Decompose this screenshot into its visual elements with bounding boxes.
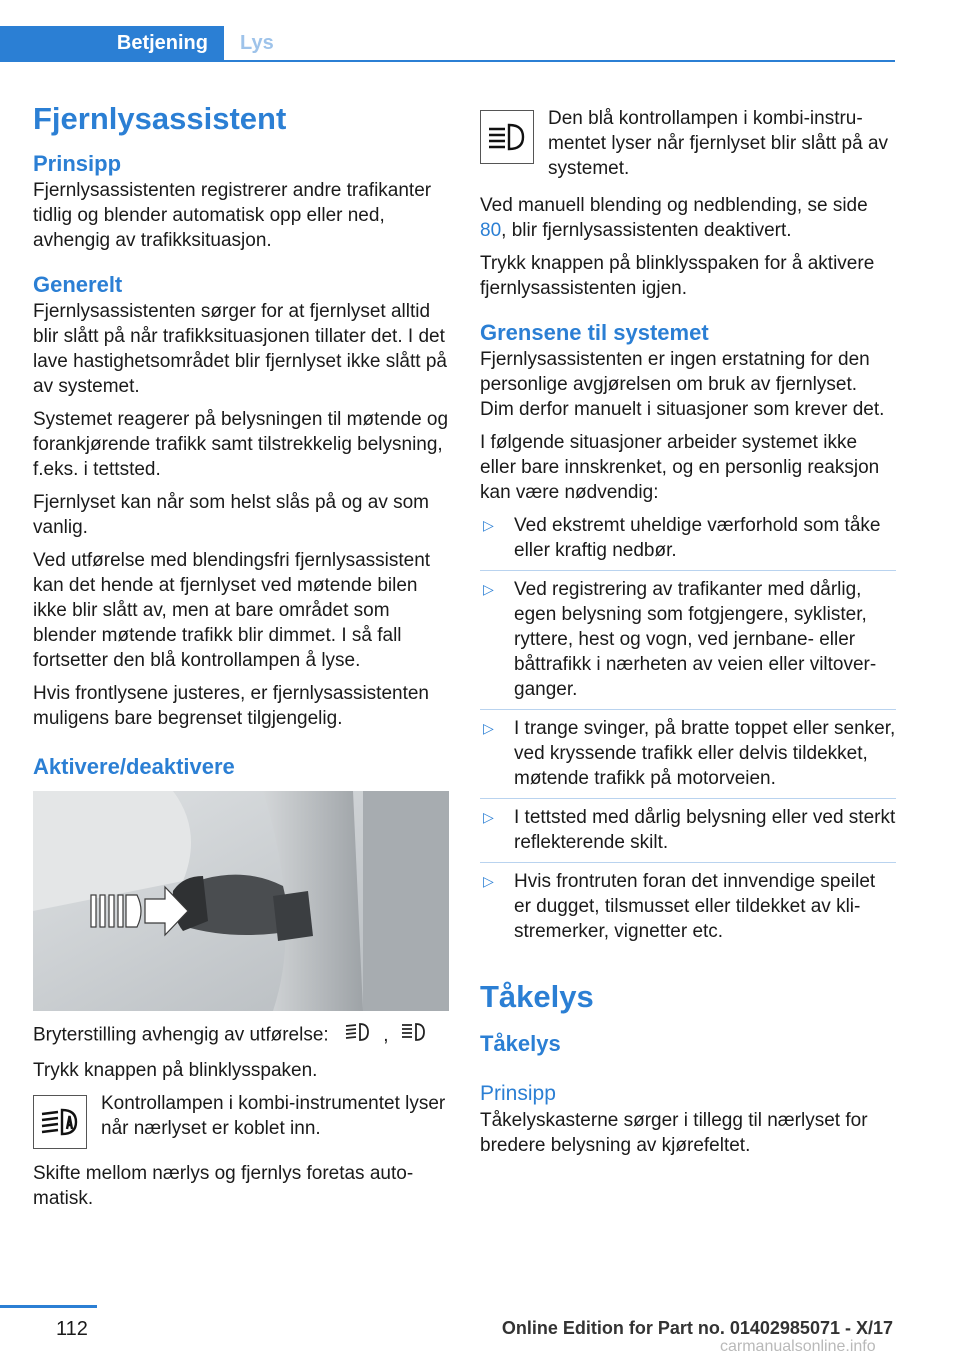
- text-prinsipp-taakelys: Tåkelyskasterne sørger i tillegg til nærlyset for bredere belysning av kjørefeltet.: [480, 1110, 868, 1156]
- heading-taakelys: Tåkelys: [480, 1031, 561, 1056]
- indicator-low-beam-note: [33, 1091, 449, 1149]
- high-beam-assist-icon: [400, 1021, 428, 1050]
- high-beam-indicator-icon: [480, 110, 534, 164]
- heading-generelt: Generelt: [33, 272, 123, 297]
- text-trykk: Trykk knappen på blinklysspaken.: [33, 1060, 318, 1081]
- auto-beam-icon: [344, 1021, 372, 1050]
- list-item: ▷ Ved ekstremt uheldige værforhold som tåke eller kraftig nedbør.: [480, 513, 896, 563]
- text-prinsipp: Fjernlysassistenten registrerer andre trafikanter tidlig og blender automatisk opp eller ned, avhengig av trafikksituasjon.: [33, 180, 432, 251]
- heading-prinsipp: Prinsipp: [33, 151, 122, 176]
- footer-divider: [0, 1305, 97, 1308]
- page-title: Fjernlysassistent: [33, 101, 287, 136]
- page-number: 112: [56, 1318, 88, 1340]
- text-kontrollampe: Kontrollampen i kombi-instrumentet lyser når nærlyset er koblet inn.: [101, 1093, 446, 1139]
- low-beam-indicator-icon: [33, 1095, 87, 1149]
- text-grensene-2: I følgende situasjoner arbeider systemet ikke eller bare innskrenket, og en personlig reaksjon kan være nødvendig:: [480, 432, 880, 503]
- text-bryterstilling: [33, 1021, 449, 1050]
- tab-betjening[interactable]: Betjening: [0, 26, 224, 60]
- section-title-taakelys: Tåkelys: [480, 979, 594, 1014]
- text-skifte: Skifte mellom nærlys og fjernlys foretas automatisk.: [33, 1163, 414, 1209]
- text-generelt-1: Fjernlysassistenten sørger for at fjernlyset alltid blir slått på når trafikksituasjonen tillater det. I det lave hastighetsområdet blir fjernlyset ikke slått på av systemet.: [33, 301, 447, 397]
- indicator-high-beam-note: [480, 106, 896, 181]
- list-item: ▷ I trange svinger, på bratte toppet eller senker, ved kryssende trafikk eller delvis tildekket, møtende trafikk på motorveien.: [480, 709, 896, 791]
- text-blaa-kontrollampe: Den blå kontrollampen i kombi-instrumentet lyser når fjernlyset blir slått på av systemet.: [548, 108, 889, 179]
- edition-text: Online Edition for Part no. 01402985071 - X/17: [501, 1318, 893, 1338]
- heading-aktivere: Aktivere/deaktivere: [33, 754, 235, 779]
- header-tabs: [0, 26, 895, 62]
- list-item: ▷ Ved registrering av trafikanter med dårlig, egen belysning som fotgjengere, syklister, ryttere, hest og vogn, ved jernbane- eller båttrafikk i nærheten av veien eller viltoverganger.: [480, 570, 896, 702]
- text-bryterstilling-sep: ,: [383, 1024, 389, 1046]
- stalk-illustration: [33, 791, 449, 1011]
- text-generelt-5: Hvis frontlysene justeres, er fjernlysassistenten muligens bare begrenset tilgjengelig.: [33, 683, 429, 729]
- page-link-80[interactable]: 80: [480, 220, 502, 241]
- left-column: [33, 100, 449, 1219]
- tab-lys[interactable]: Lys: [240, 32, 274, 54]
- heading-grensene: Grensene til systemet: [480, 320, 709, 345]
- header-divider: [0, 60, 895, 62]
- heading-prinsipp-taakelys: Prinsipp: [480, 1082, 556, 1105]
- text-generelt-2: Systemet reagerer på belysningen til møtende og forankjørende trafikk samt tilstrekkelig belysning, f.eks. i tettsted.: [33, 409, 449, 480]
- text-manuell-a: Ved manuell blending og nedblending, se side: [480, 195, 868, 216]
- limitations-list: [480, 513, 896, 944]
- text-bryterstilling-label: Bryterstilling avhengig av utførelse:: [33, 1024, 329, 1046]
- right-column: [480, 100, 896, 1166]
- watermark: carmanualsonline.info: [720, 1338, 876, 1355]
- text-manuell-b: , blir fjernlysassistenten deaktivert.: [501, 220, 792, 241]
- text-generelt-3: Fjernlyset kan når som helst slås på og av som vanlig.: [33, 492, 430, 538]
- text-trykk-igjen: Trykk knappen på blinklysspaken for å aktivere fjernlysassistenten igjen.: [480, 253, 875, 299]
- text-manuell: [480, 193, 896, 243]
- list-item: ▷ Hvis frontruten foran det innvendige speilet er dugget, tilsmusset eller tildekket av klistremerker, vignetter etc.: [480, 862, 896, 944]
- text-generelt-4: Ved utførelse med blendingsfri fjernlysassistent kan det hende at fjernlyset ved møtende bilen ikke blir slått av, men at bare området som blender møtende trafikk blir dimmet. I så fall fortsetter den blå kontrollampen å lyse.: [33, 550, 431, 671]
- text-grensene-1: Fjernlysassistenten er ingen erstatning for den personlige avgjørelsen om bruk av fjernlyset. Dim derfor manuelt i situasjoner som krever det.: [480, 349, 885, 420]
- stalk-illustration-svg: [33, 791, 449, 1011]
- list-item: ▷ I tettsted med dårlig belysning eller ved sterkt reflekterende skilt.: [480, 798, 896, 855]
